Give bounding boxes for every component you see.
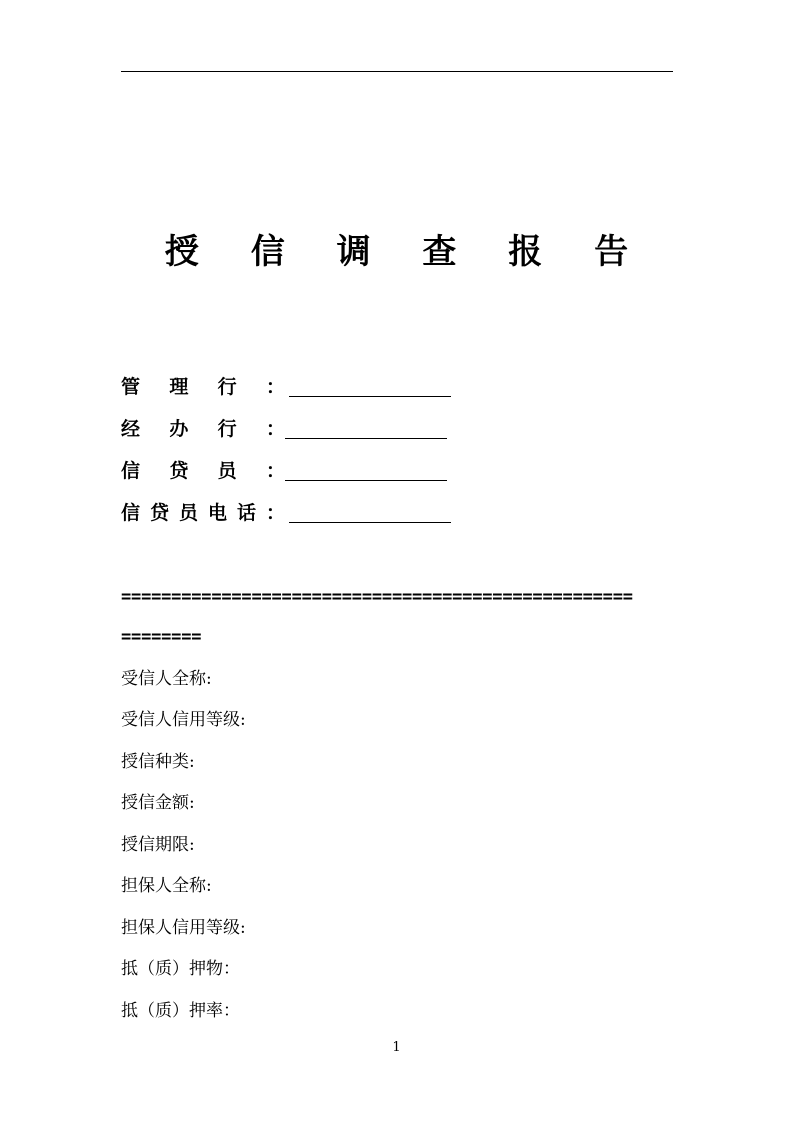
separator-line-continued: ======== [121, 627, 202, 647]
blank-underline[interactable] [285, 438, 447, 439]
blank-underline[interactable] [285, 480, 447, 481]
item-credit-term: 授信期限: [121, 835, 195, 855]
page-number: 1 [392, 1040, 401, 1055]
item-borrower-name: 受信人全称: [121, 669, 212, 689]
item-credit-type: 授信种类: [121, 752, 195, 772]
field-managing-bank [121, 372, 285, 402]
item-guarantor-name: 担保人全称: [121, 876, 212, 896]
header-rule [121, 71, 673, 72]
separator-line: =================================================== [121, 587, 633, 607]
item-borrower-credit-rating: 受信人信用等级: [121, 710, 246, 730]
item-guarantor-credit-rating: 担保人信用等级: [121, 918, 246, 938]
blank-underline[interactable] [289, 396, 451, 397]
field-label: 经办行： [121, 418, 285, 440]
item-collateral: 抵（质）押物： [121, 959, 240, 979]
field-handling-bank [121, 414, 285, 444]
field-label: 管理行： [121, 376, 285, 398]
item-credit-amount: 授信金额: [121, 793, 195, 813]
blank-underline[interactable] [289, 522, 451, 523]
item-collateral-ratio: 抵（质）押率： [121, 1001, 240, 1021]
field-label: 信贷员电话： [121, 502, 285, 524]
field-label: 信贷员： [121, 460, 285, 482]
field-loan-officer-phone [121, 498, 285, 528]
document-title: 授 信 调 查 报 告 [164, 232, 649, 272]
field-loan-officer [121, 456, 285, 486]
